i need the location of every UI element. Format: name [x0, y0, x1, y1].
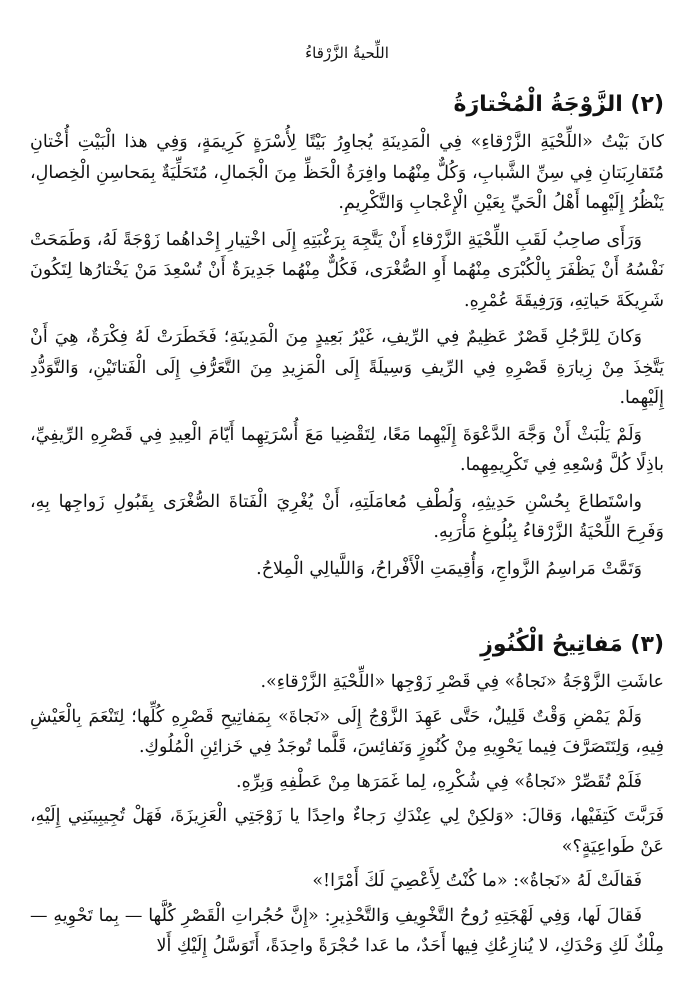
section-heading: (٣) مَفاتِيحُ الْكُنُوزِ: [480, 632, 664, 657]
running-header: اللِّحيةُ الزَّرْقاءُ: [305, 44, 389, 62]
paragraph: وَرَأَى صاحِبُ لَقَبِ اللِّحْيَةِ الزَّرْقاءِ أَنْ يَتَّجِهَ بِرَغْبَتِهِ إِلَى اخْتِيارِ إِحْداهُما زَوْجَةً لَهُ، وَطَمَحَتْ نَفْسُهُ أَنْ يَظْفَرَ بِالْكُبْرَى مِنْهُما أَوِ الصُّغْرَى، فَكُلٌّ مِنْهُما جَدِيرَةٌ أَنْ تُسْعِدَ مَنْ يَخْتارُها لِتَكُونَ شَرِيكَةَ حَياتِهِ، وَرَفِيقَةَ عُمْرِهِ.: [30, 229, 664, 311]
paragraph: فَقالَتْ لَهُ «نَجاةُ»: «ما كُنْتُ لِأَعْصِيَ لَكَ أَمْرًا!»: [312, 871, 642, 891]
paragraph: فَقالَ لَها، وَفِي لَهْجَتِهِ رُوحُ التَّخْوِيفِ وَالتَّحْذِيرِ: «إِنَّ حُجُراتِ الْقَصْرِ كُلَّها — بِما تَحْوِيهِ — مِلْكٌ لَكِ وَحْدَكِ، لا يُنازِعُكِ فِيها أَحَدٌ، ما عَدا حُجْرَةً واحِدَةً، أَتَوَسَّلُ إِلَيْكِ أَلا: [30, 905, 664, 956]
chapter-section-2: [30, 92, 664, 584]
paragraph: فَرَبَّتَ كَتِفَيْها، وَقالَ: «وَلكِنْ لِي عِنْدَكِ رَجاءٌ واحِدًا يا زَوْجَتِي الْعَزِيزَةَ، فَهَلْ تُجِيبِينَنِي إِلَيْهِ، عَنْ طَواعِيَةٍ؟»: [30, 806, 664, 857]
paragraph: واسْتَطاعَ بِحُسْنِ حَدِيثِهِ، وَلُطْفِ مُعامَلَتِهِ، أَنْ يُغْرِيَ الْفَتاةَ الصُّغْرَى بِقَبُولِ زَواجِها بِهِ، وَفَرِحَ اللِّحْيَةُ الزَّرْقاءُ بِبُلُوغِ مَأْرَبِهِ.: [30, 491, 664, 542]
paragraph: كانَ بَيْتُ «اللِّحْيَةِ الزَّرْقاءِ» فِي الْمَدِينَةِ يُجاوِرُ بَيْتًا لِأُسْرَةٍ كَرِيمَةٍ، وَفِي هذا الْبَيْتِ أُخْتانِ مُتَقارِبَتانِ فِي سِنِّ الشَّبابِ، وَكُلٌّ مِنْهُما وافِرَةُ الْحَظِّ مِنَ الْجَمالِ، مُتَحَلِّيَةٌ بِمَحاسِنِ الْخِصالِ، يَنْظُرُ إِلَيْهِما أَهْلُ الْحَيِّ بِعَيْنِ الْإِعْجابِ وَالتَّكْرِيمِ.: [30, 132, 664, 213]
paragraph: وَتَمَّتْ مَراسِمُ الزَّواجِ، وَأُقِيمَتِ الْأَفْراحُ، وَاللَّيالِي الْمِلاحُ.: [256, 558, 642, 579]
paragraph: عاشَتِ الزَّوْجَةُ «نَجاةُ» فِي قَصْرِ زَوْجِها «اللِّحْيَةِ الزَّرْقاءِ».: [260, 672, 664, 692]
paragraph: فَلَمْ تُقَصِّرْ «نَجاةُ» فِي شُكْرِهِ، لِما غَمَرَها مِنْ عَطْفِهِ وَبِرِّهِ.: [236, 771, 642, 792]
paragraph: وَلَمْ يَلْبَثْ أَنْ وَجَّهَ الدَّعْوَةَ إِلَيْهِما مَعًا، لِتَقْضِيا مَعَ أُسْرَتِهِما أَيّامَ الْعِيدِ فِي قَصْرِهِ الرِّيفِيِّ، باذِلًا كُلَّ وُسْعِهِ فِي تَكْرِيمِهِما.: [30, 424, 664, 475]
paragraph: وَلَمْ يَمْضِ وَقْتٌ قَلِيلٌ، حَتَّى عَهِدَ الزَّوْجُ إِلَى «نَجاةَ» بِمَفاتِيحِ قَصْرِهِ كُلِّها؛ لِتَنْعَمَ بِالْعَيْشِ فِيهِ، وَلِتَتَصَرَّفَ فِيما يَحْوِيهِ مِنْ كُنُوزٍ وَنَفائِسَ، قَلَّما تُوجَدُ فِي خَزائِنِ الْمُلُوكِ.: [30, 706, 664, 757]
section-heading: (٢) الزَّوْجَةُ الْمُخْتارَةُ: [453, 92, 664, 117]
paragraph: وَكانَ لِلرَّجُلِ قَصْرٌ عَظِيمٌ فِي الرِّيفِ، غَيْرُ بَعِيدٍ مِنَ الْمَدِينَةِ؛ فَخَطَرَتْ لَهُ فِكْرَةٌ، هِيَ أَنْ يَتَّخِذَ مِنْ زِيارَةِ قَصْرِهِ فِي الرِّيفِ وَسِيلَةً إِلَى الْمَزِيدِ مِنَ التَّعَرُّفِ إِلَى الْفَتاتَيْنِ، وَالتَّوَدُّدِ إِلَيْهِما.: [30, 327, 664, 408]
chapter-section-3: [30, 632, 664, 962]
